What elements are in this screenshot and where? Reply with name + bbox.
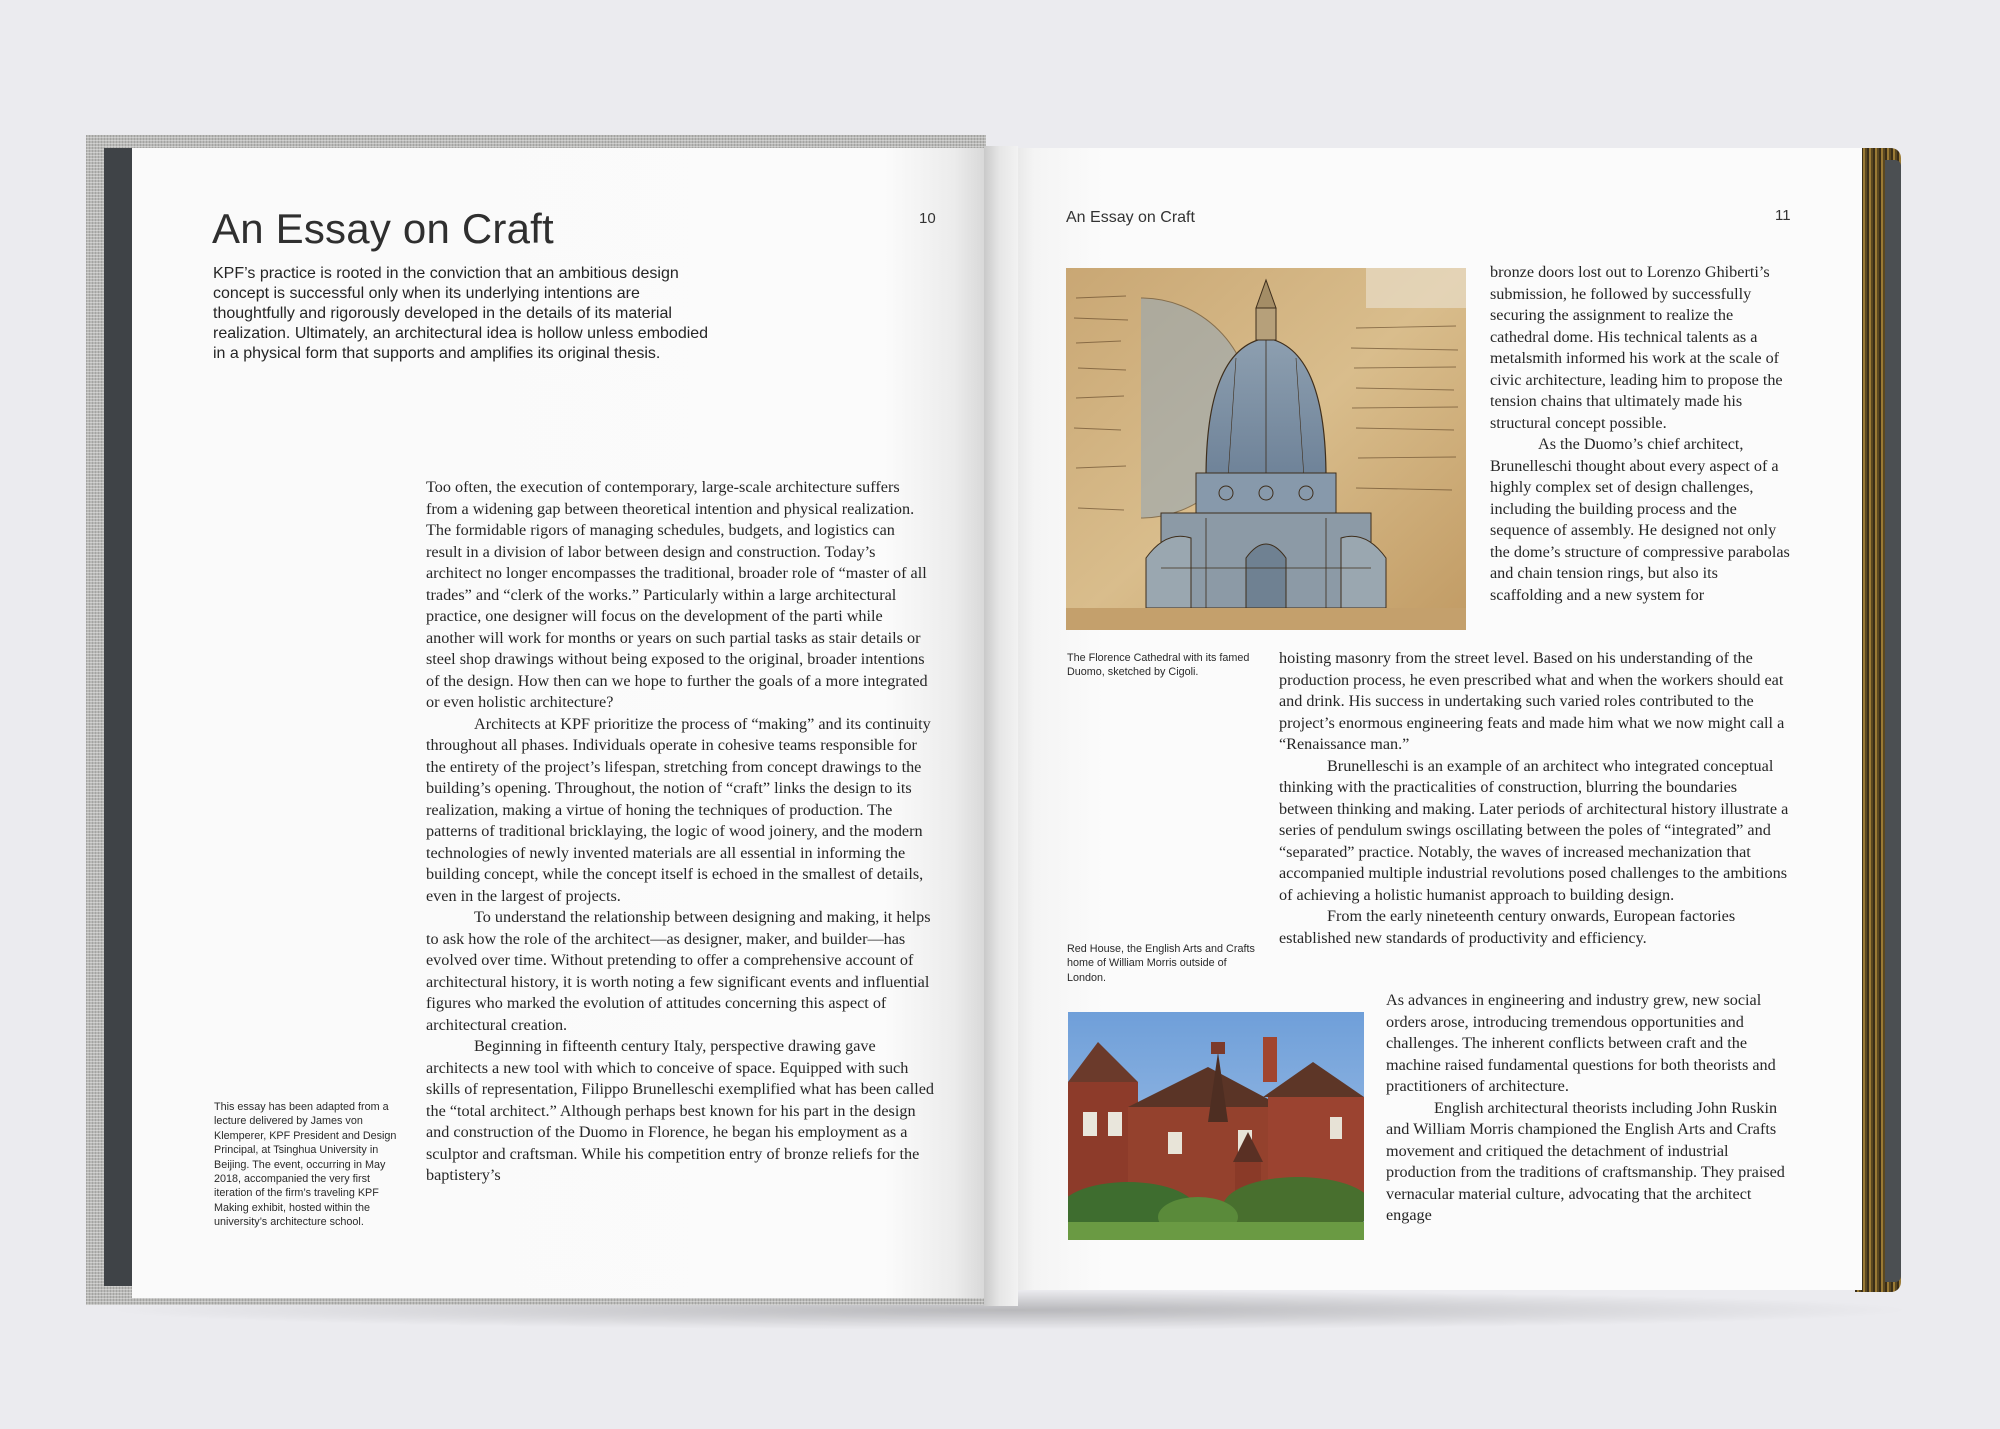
body-paragraph: As the Duomo’s chief architect, Brunelleschi thought about every aspect of a highly complex set of design challenges, including the building process and the sequence of assembly. He designed not only the dome’s structure of compressive parabolas and chain tension rings, but also its scaffolding and a new system for [1490, 435, 1790, 604]
body-paragraph: Beginning in fifteenth century Italy, perspective drawing gave architects a new tool with which to conceive of space. Equipped with such skills of representation, Filippo Brunelleschi exemplified what has been called the “total architect.” Although perhaps best known for his part in the design and construction of the Duomo in Florence, he began his employment as a sculptor and craftsman. While his competition entry of bronze reliefs for the baptistery’s [426, 1037, 934, 1184]
body-paragraph: As advances in engineering and industry grew, new social orders arose, introducing tremendous opportunities and challenges. The inherent conflicts between craft and the machine raised fundamental questions for both theorists and practitioners of architecture. [1386, 991, 1776, 1095]
right-body-column-bottom [1386, 990, 1794, 1227]
right-body-column-middle [1279, 648, 1794, 949]
duomo-caption: The Florence Cathedral with its famed Duomo, sketched by Cigoli. [1067, 652, 1250, 679]
essay-title: An Essay on Craft [212, 205, 554, 252]
body-paragraph: To understand the relationship between designing and making, it helps to ask how the role of the architect—as designer, maker, and builder—has evolved over time. Without pretending to offer a comprehensive account of architectural history, it is worth noting a few significant events and influential figures who marked the evolution of attitudes concerning this aspect of architectural creation. [426, 908, 931, 1034]
book-cover-right [1885, 160, 1901, 1282]
body-paragraph: Too often, the execution of contemporary, large-scale architecture suffers from a widening gap between theoretical intention and physical realization. The formidable rigors of managing schedules, budgets, and logistics can result in a division of labor between design and construction. Today’s architect no longer encompasses the traditional, broader role of “master of all trades” and “clerk of the works.” Particularly within a large architectural practice, one designer will focus on the development of the parti while another will work for months or years on such partial tasks as stair details or steel shop drawings without being exposed to the original, broader intentions of the design. How then can we hope to further the goals of a more integrated or even holistic architecture? [426, 478, 928, 711]
body-paragraph: From the early nineteenth century onwards, European factories established new standards of productivity and efficiency. [1279, 907, 1736, 947]
body-paragraph: English architectural theorists including John Ruskin and William Morris championed the English Arts and Crafts movement and critiqued the detachment of industrial production from the traditions of craftsmanship. They praised vernacular material culture, advocating that the architect engage [1386, 1098, 1785, 1224]
running-head: An Essay on Craft [1066, 209, 1195, 226]
book-gutter [984, 146, 1018, 1306]
body-paragraph: bronze doors lost out to Lorenzo Ghiberti’s submission, he followed by successfully securing the assignment to realize the cathedral dome. His technical talents as a metalsmith informed his work at the scale of civic architecture, leading him to propose the tension chains that ultimately made his structural concept possible. [1490, 263, 1783, 432]
essay-lede: KPF’s practice is rooted in the conviction that an ambitious design concept is successful only when its underlying intentions are thoughtfully and rigorously developed in the details of its material realization. Ultimately, an architectural idea is hollow unless embodied in a physical form that supports and amplifies its original thesis. [213, 265, 709, 362]
right-body-column-top [1490, 262, 1790, 606]
page-number-left: 10 [919, 210, 936, 227]
body-paragraph: Architects at KPF prioritize the process of “making” and its continuity throughout all phases. Individuals operate in cohesive teams responsible for the entirety of the project’s lifespan, stretching from concept drawings to the building’s opening. Throughout, the notion of “craft” links the design to its realization, making a virtue of honing the techniques of production. The patterns of traditional bricklaying, the logic of wood joinery, and the modern technologies of newly invented materials are all essential in informing the building concept, while the concept itself is echoed in the smallest of details, even in the largest of projects. [426, 714, 931, 905]
duomo-sketch-image [1066, 268, 1466, 630]
side-note: This essay has been adapted from a lecture delivered by James von Klemperer, KPF President and Design Principal, at Tsinghua University in Beijing. The event, occurring in May 2018, accompanied the very first iteration of the firm’s traveling KPF Making exhibit, hosted within the university’s architecture school. [214, 1101, 397, 1229]
body-paragraph: Brunelleschi is an example of an architect who integrated conceptual thinking with the practicalities of construction, blurring the boundaries between thinking and making. Later periods of architectural history illustrate a series of pendulum swings oscillating between the poles of “integrated” and “separated” practice. Notably, the waves of increased mechanization that accompanied multiple industrial revolutions posed challenges to the ambitions of achieving a holistic humanist approach to building design. [1279, 756, 1789, 904]
red-house-photo [1068, 1012, 1364, 1240]
body-paragraph: hoisting masonry from the street level. Based on his understanding of the production process, he even prescribed what and when the workers should eat and drink. His success in undertaking such varied roles contributed to the project’s enormous engineering feats and made him what we now might call a “Renaissance man.” [1279, 649, 1785, 753]
red-house-caption: Red House, the English Arts and Crafts home of William Morris outside of London. [1067, 943, 1255, 984]
page-number-right: 11 [1775, 207, 1791, 224]
left-body-column [426, 477, 934, 1187]
